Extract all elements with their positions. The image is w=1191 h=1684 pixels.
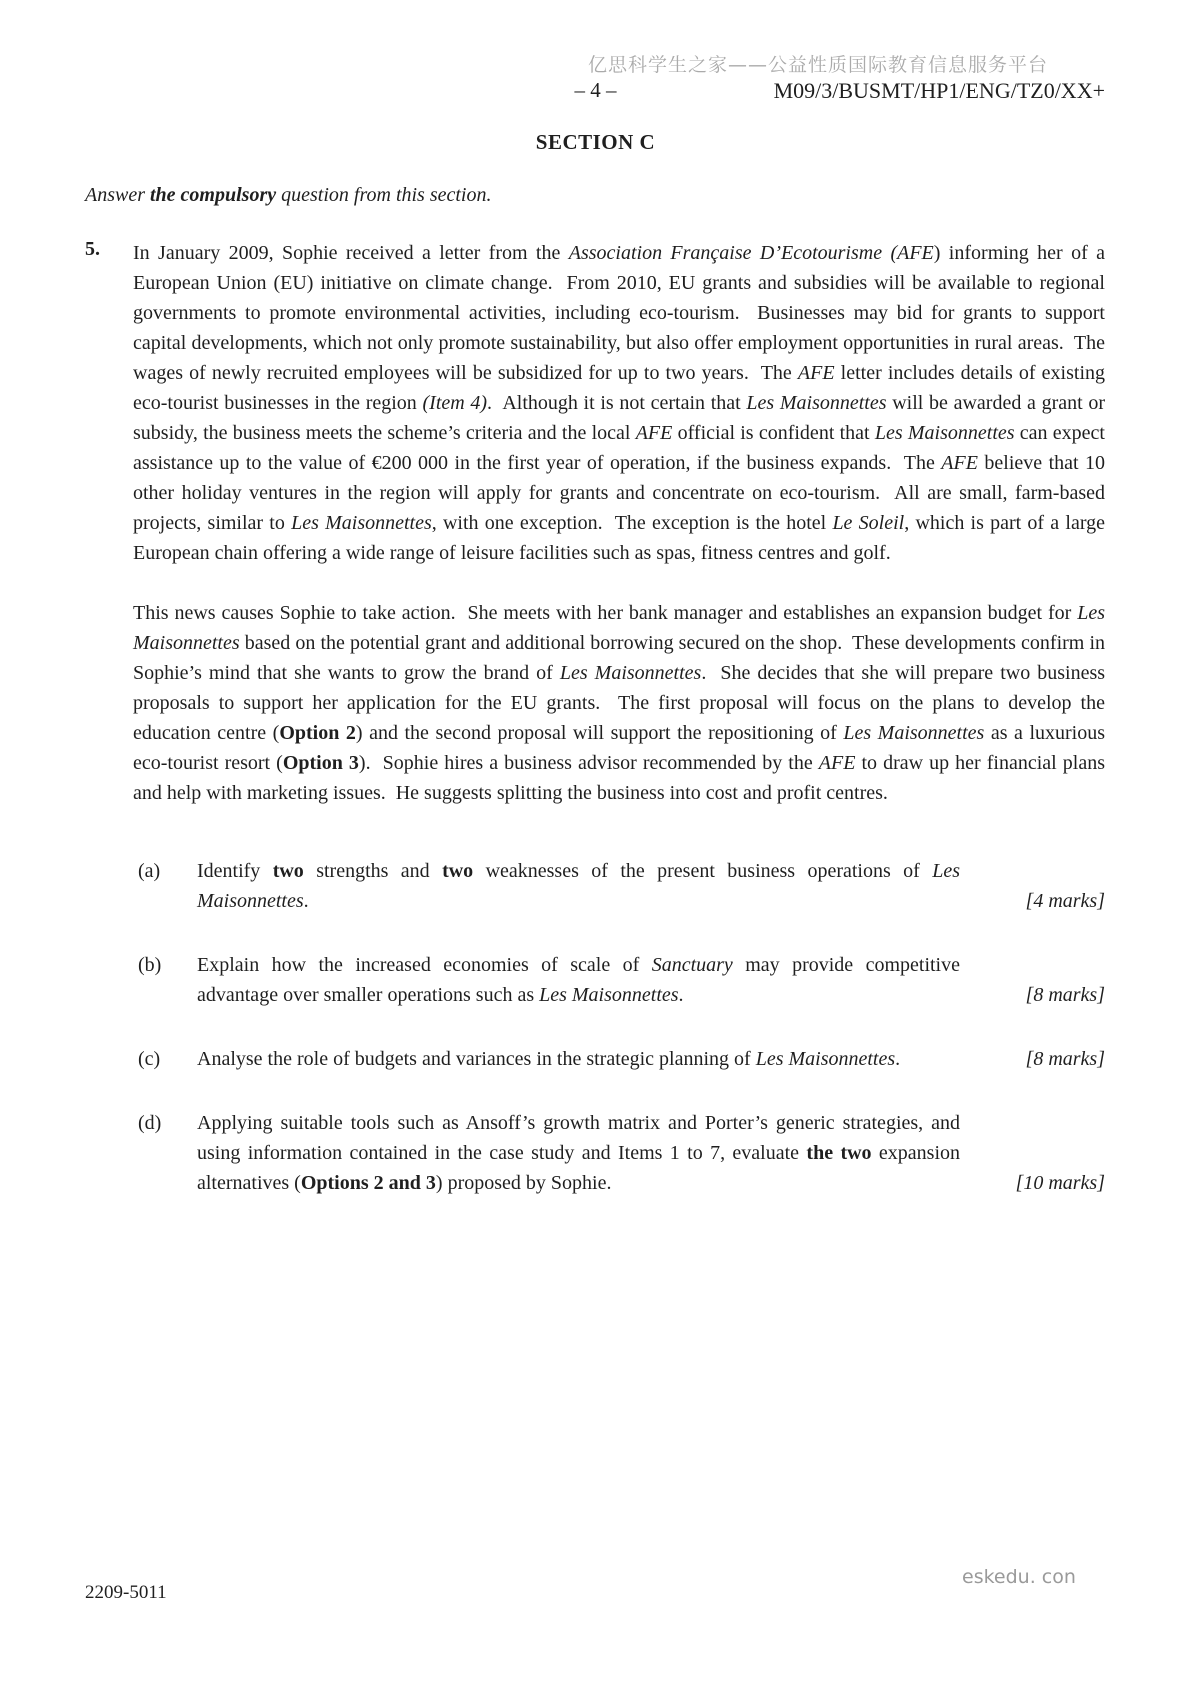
subquestion-c-label: (c) — [138, 1048, 161, 1070]
footer-watermark-text: eskedu. con — [962, 1566, 1076, 1588]
subquestion-b-marks: [8 marks] — [1025, 984, 1105, 1006]
subquestion-d — [133, 1108, 1105, 1198]
section-instruction: Answer the compulsory question from this section. — [85, 184, 492, 206]
subquestion-c-text: Analyse the role of budgets and variances in the strategic planning of Les Maisonnettes. — [197, 1048, 901, 1070]
section-title: SECTION C — [535, 130, 656, 154]
subquestion-b — [133, 950, 1105, 1010]
subquestion-d-text: Applying suitable tools such as Ansoff’s growth matrix and Porter’s generic strategies, and using information contained in the case study and Items 1 to 7, evaluate the two expansion alternatives (Options 2 and 3) proposed by Sophie. — [197, 1112, 960, 1194]
question-body — [133, 238, 1105, 1232]
subquestion-list — [133, 856, 1105, 1198]
subquestion-d-marks: [10 marks] — [1015, 1172, 1105, 1194]
subquestion-a-marks: [4 marks] — [1025, 890, 1105, 912]
subquestion-c — [133, 1044, 1105, 1074]
paper-code: M09/3/BUSMT/HP1/ENG/TZ0/XX+ — [773, 78, 1105, 103]
case-study-paragraph-2: This news causes Sophie to take action. She meets with her bank manager and establishes an expansion budget for Les Maisonnettes based on the potential grant and additional borrowing secured on the shop. These developments confirm in Sophie’s mind that she wants to grow the brand of Les Maisonnettes. She decides that she will prepare two business proposals to support her application for the EU grants. The first proposal will focus on the plans to develop the education centre (Option 2) and the second proposal will support the repositioning of Les Maisonnettes as a luxurious eco-tourist resort (Option 3). Sophie hires a business advisor recommended by the AFE to draw up her financial plans and help with marketing issues. He suggests splitting the business into cost and profit centres. — [133, 602, 1106, 804]
subquestion-b-text: Explain how the increased economies of scale of Sanctuary may provide competitive advantage over smaller operations such as Les Maisonnettes. — [197, 954, 960, 1006]
subquestion-b-label: (b) — [138, 954, 162, 976]
header-watermark-text: 亿思科学生之家——公益性质国际教育信息服务平台 — [587, 54, 1048, 76]
subquestion-d-label: (d) — [138, 1112, 162, 1134]
subquestion-a — [133, 856, 1105, 916]
subquestion-a-label: (a) — [138, 860, 161, 882]
subquestion-c-marks: [8 marks] — [1025, 1048, 1105, 1070]
case-study-paragraph-1: In January 2009, Sophie received a letter from the Association Française D’Ecotourisme (AFE) informing her of a European Union (EU) initiative on climate change. From 2010, EU grants and subsidies will be available to regional governments to promote environmental activities, including eco-tourism. Businesses may bid for grants to support capital developments, which not only promote sustainability, but also offer employment opportunities in rural areas. The wages of newly recruited employees will be subsidized for up to two years. The AFE letter includes details of existing eco-tourist businesses in the region (Item 4). Although it is not certain that Les Maisonnettes will be awarded a grant or subsidy, the business meets the scheme’s criteria and the local AFE official is confident that Les Maisonnettes can expect assistance up to the value of €200 000 in the first year of operation, if the business expands. The AFE believe that 10 other holiday ventures in the region will apply for grants and concentrate on eco-tourism. All are small, farm-based projects, similar to Les Maisonnettes, with one exception. The exception is the hotel Le Soleil, which is part of a large European chain offering a wide range of leisure facilities such as spas, fitness centres and golf. — [133, 242, 1106, 564]
subquestion-a-text: Identify two strengths and two weaknesses of the present business operations of Les Maisonnettes. — [197, 860, 961, 912]
footer-reference-number: 2209-5011 — [85, 1582, 167, 1603]
question-number: 5. — [85, 238, 100, 260]
page-number: – 4 – — [574, 78, 617, 102]
